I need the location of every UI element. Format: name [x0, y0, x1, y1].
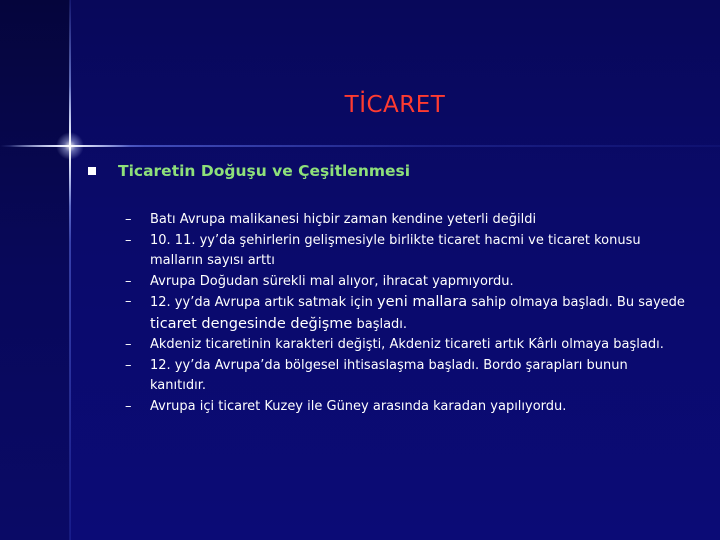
list-item [125, 335, 685, 356]
list-item [125, 231, 685, 272]
square-bullet-icon [88, 167, 96, 175]
text-segment: sahip olmaya başladı. Bu sayede [467, 295, 685, 310]
vertical-rule [69, 0, 71, 540]
list-item [125, 210, 685, 231]
list-item-text: Avrupa Doğudan sürekli mal alıyor, ihracat yapmıyordu. [150, 273, 514, 289]
list-item-text: 12. yy’da Avrupa’da bölgesel ihtisaslaşma başladı. Bordo şarapları bunun kanıtıdır. [150, 357, 628, 393]
text-segment: başladı. [352, 316, 408, 332]
section-heading: Ticaretin Doğuşu ve Çeşitlenmesi [118, 162, 411, 180]
list-item-text: Akdeniz ticaretinin karakteri değişti, Akdeniz ticareti artık Kârlı olmaya başladı. [150, 337, 664, 352]
text-segment: 12. yy’da Avrupa artık satmak için [150, 295, 377, 310]
dash-marker: – [125, 273, 132, 289]
dash-marker: – [125, 232, 132, 248]
dash-marker: – [125, 294, 132, 309]
list-item [125, 272, 685, 293]
left-panel [0, 0, 70, 540]
dash-marker: – [125, 337, 132, 352]
highlight-trade-balance: ticaret dengesinde değişme [150, 315, 353, 332]
slide-title: TİCARET [344, 92, 446, 118]
list-item-text: Batı Avrupa malikanesi hiçbir zaman kendine yeterli değildi [150, 212, 537, 227]
dash-marker: – [125, 398, 132, 414]
list-item [125, 292, 685, 335]
list-item-text: Avrupa içi ticaret Kuzey ile Güney arasında karadan yapılıyordu. [150, 398, 567, 414]
section-heading-row [88, 162, 688, 180]
bullet-list [125, 210, 685, 417]
list-item-text [150, 292, 685, 335]
highlight-new-goods: yeni mallara [377, 294, 468, 310]
dash-marker: – [125, 357, 132, 373]
list-item [125, 397, 685, 418]
dash-marker: – [125, 212, 132, 227]
list-item-text: 10. 11. yy’da şehirlerin gelişmesiyle birlikte ticaret hacmi ve ticaret konusu malların sayısı arttı [150, 232, 641, 268]
list-item [125, 356, 685, 397]
